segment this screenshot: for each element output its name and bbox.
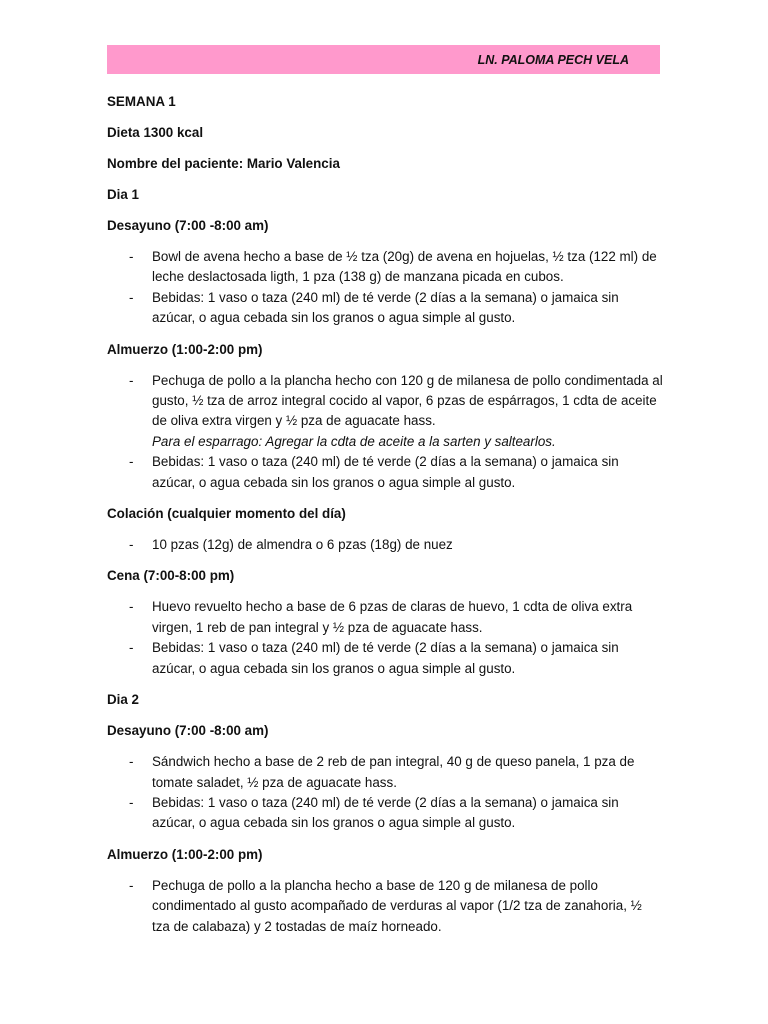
list-item: - Pechuga de pollo a la plancha hecho a base de 120 g de milanesa de pollo condimentado al gusto acompañado de verduras al vapor (1/2 tza de zanahoria, ½ tza de calabaza) y 2 tostadas de maíz horneado. <box>107 876 663 937</box>
list-item: - 10 pzas (12g) de almendra o 6 pzas (18g) de nuez <box>107 535 663 555</box>
day-1-breakfast-list <box>107 247 663 329</box>
day-2-lunch-heading: Almuerzo (1:00-2:00 pm) <box>107 846 263 862</box>
day-1-snack-heading: Colación (cualquier momento del día) <box>107 506 346 522</box>
header-bar <box>107 45 660 74</box>
list-item: - Huevo revuelto hecho a base de 6 pzas de claras de huevo, 1 cdta de oliva extra virgen, 1 reb de pan integral y ½ pza de aguacate hass. <box>107 597 663 638</box>
list-item: - Bebidas: 1 vaso o taza (240 ml) de té verde (2 días a la semana) o jamaica sin azúcar, o agua cebada sin los granos o agua simple al gusto. <box>107 793 663 834</box>
list-item: - Bebidas: 1 vaso o taza (240 ml) de té verde (2 días a la semana) o jamaica sin azúcar, o agua cebada sin los granos o agua simple al gusto. <box>107 452 663 493</box>
list-item <box>107 371 663 453</box>
day-2-title: Dia 2 <box>107 692 140 708</box>
day-1-breakfast-heading: Desayuno (7:00 -8:00 am) <box>107 218 269 233</box>
asparagus-note: Para el esparrago: Agregar la cdta de aceite a la sarten y saltearlos. <box>152 433 556 449</box>
day-1-snack-list <box>107 535 663 555</box>
author-name: LN. PALOMA PECH VELA <box>477 53 629 67</box>
day-1-title: Dia 1 <box>107 187 140 202</box>
day-1-lunch-list <box>107 371 663 493</box>
day-1-dinner-heading: Cena (7:00-8:00 pm) <box>107 568 235 584</box>
lunch-item-text: Pechuga de pollo a la plancha hecho con 120 g de milanesa de pollo condimentada al gusto, ½ tza de arroz integral cocido al vapor, 6 pzas de espárragos, 1 cdta de aceite de oliva extra virgen y ½ pza de aguacate hass. <box>152 372 663 429</box>
day-1-lunch-heading: Almuerzo (1:00-2:00 pm) <box>107 341 263 357</box>
list-item: - Sándwich hecho a base de 2 reb de pan integral, 40 g de queso panela, 1 pza de tomate saladet, ½ pza de aguacate hass. <box>107 752 663 793</box>
diet-title: Dieta 1300 kcal <box>107 125 204 140</box>
day-2-breakfast-list <box>107 752 663 834</box>
patient-name: Nombre del paciente: Mario Valencia <box>107 156 340 171</box>
list-item: - Bebidas: 1 vaso o taza (240 ml) de té verde (2 días a la semana) o jamaica sin azúcar, o agua cebada sin los granos o agua simple al gusto. <box>107 288 663 329</box>
list-item: - Bowl de avena hecho a base de ½ tza (20g) de avena en hojuelas, ½ tza (122 ml) de leche deslactosada ligth, 1 pza (138 g) de manzana picada en cubos. <box>107 247 663 288</box>
day-1-dinner-list <box>107 597 663 679</box>
day-2-breakfast-heading: Desayuno (7:00 -8:00 am) <box>107 723 269 739</box>
day-2-lunch-list <box>107 876 663 937</box>
week-title: SEMANA 1 <box>107 94 176 109</box>
list-item: - Bebidas: 1 vaso o taza (240 ml) de té verde (2 días a la semana) o jamaica sin azúcar, o agua cebada sin los granos o agua simple al gusto. <box>107 638 663 679</box>
document-body <box>107 92 663 948</box>
